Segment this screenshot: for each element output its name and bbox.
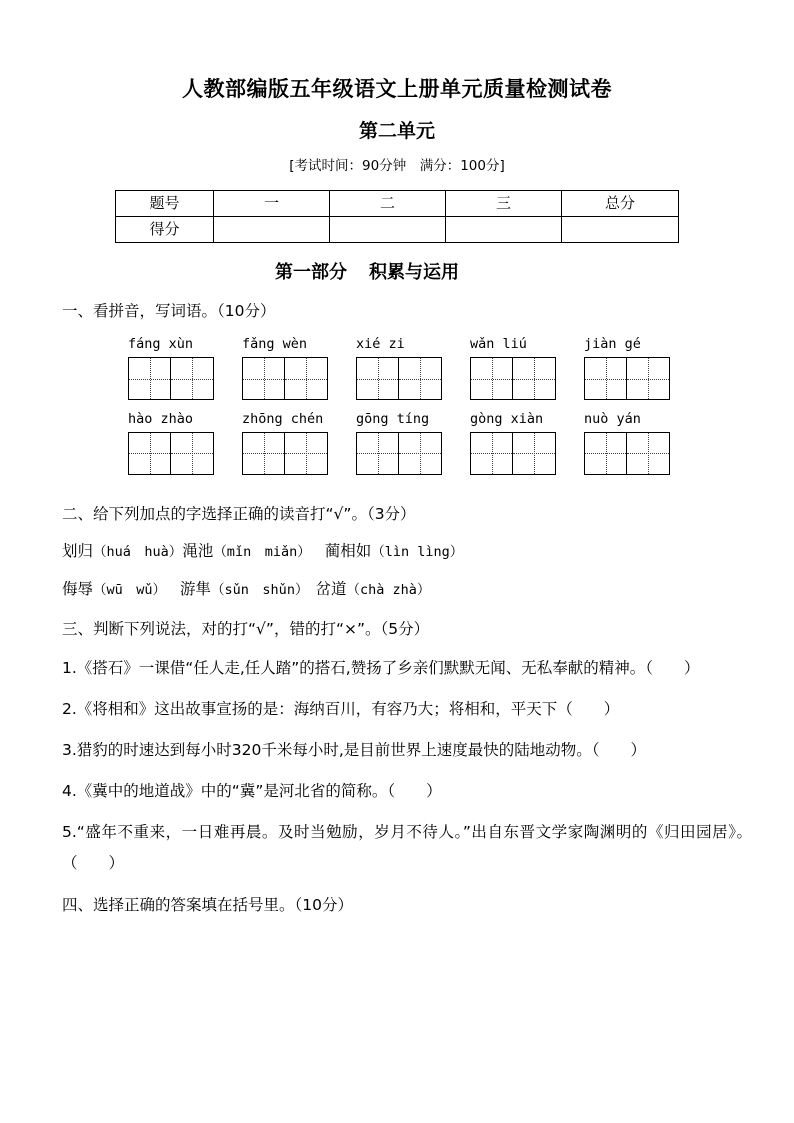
question-1-pinyin-grid (62, 323, 752, 475)
exam-body (0, 284, 794, 917)
question-3-item-2[interactable]: 2.《将相和》这出故事宣扬的是：海纳百川，有容乃大；将相和，平天下（ ） (62, 699, 620, 718)
tianzige-box[interactable] (356, 432, 442, 475)
score-table (115, 190, 679, 243)
pinyin-label: fáng xùn (128, 336, 194, 353)
pinyin-options-mianchi[interactable]: （mǐn miǎn） (213, 544, 311, 561)
pinyin-label: xié zi (356, 336, 405, 353)
pinyin-options-wuru[interactable]: （wū wǔ） (93, 582, 167, 599)
pinyin-options-chadao[interactable]: （chà zhà） (346, 582, 431, 599)
tianzige-cell[interactable] (584, 357, 627, 400)
page-subtitle: 第二单元 (358, 120, 435, 143)
tianzige-cell[interactable] (128, 357, 171, 400)
tianzige-box[interactable] (470, 432, 556, 475)
word-chadao: 岔道 (315, 580, 347, 599)
tianzige-box[interactable] (242, 432, 328, 475)
tianzige-cell[interactable] (584, 432, 627, 475)
question-2-line-1 (62, 526, 752, 564)
tianzige-cell[interactable] (513, 357, 556, 400)
pinyin-label: gōng tíng (356, 411, 430, 428)
pinyin-label: zhōng chén (242, 411, 324, 428)
tianzige-cell[interactable] (627, 357, 670, 400)
score-table-col-total: 总分 (562, 190, 679, 216)
pinyin-item (584, 412, 670, 475)
score-table-col-1: 一 (214, 190, 330, 216)
word-wuru: 侮辱 (62, 580, 94, 599)
score-input-2[interactable] (330, 216, 446, 242)
question-3-heading: 三、判断下列说法，对的打“√”，错的打“×”。（5分） (62, 620, 430, 639)
part-one-label: 第一部分 (275, 261, 347, 283)
tianzige-cell[interactable] (128, 432, 171, 475)
pinyin-row-2 (128, 412, 752, 475)
table-row-scores (116, 216, 679, 242)
pinyin-item (242, 337, 356, 400)
tianzige-cell[interactable] (470, 432, 513, 475)
tianzige-box[interactable] (242, 357, 328, 400)
pinyin-item (356, 337, 470, 400)
question-1-heading: 一、看拼音，写词语。（10分） (62, 301, 276, 320)
tianzige-cell[interactable] (399, 432, 442, 475)
score-table-label-score: 得分 (116, 216, 214, 242)
tianzige-box[interactable] (356, 357, 442, 400)
pinyin-item (584, 337, 670, 400)
pinyin-label: jiàn gé (584, 336, 641, 353)
tianzige-cell[interactable] (171, 432, 214, 475)
pinyin-label: nuò yán (584, 411, 641, 428)
tianzige-cell[interactable] (171, 357, 214, 400)
pinyin-item (242, 412, 356, 475)
pinyin-label: hào zhào (128, 411, 194, 428)
pinyin-item (470, 337, 584, 400)
question-3-item-1[interactable]: 1.《搭石》一课借“任人走,任人踏”的搭石,赞扬了乡亲们默默无闻、无私奉献的精神。（ ） (62, 658, 700, 677)
score-table-container (0, 176, 794, 243)
score-table-col-2: 二 (330, 190, 446, 216)
tianzige-cell[interactable] (356, 357, 399, 400)
word-mianchi: 渑池 (182, 542, 214, 561)
tianzige-cell[interactable] (356, 432, 399, 475)
tianzige-cell[interactable] (242, 357, 285, 400)
score-table-col-3: 三 (446, 190, 562, 216)
pinyin-row-1 (128, 337, 752, 400)
tianzige-cell[interactable] (470, 357, 513, 400)
word-linxiangru: 蔺相如 (324, 542, 372, 561)
pinyin-options-linxiangru[interactable]: （lìn lìng） (371, 544, 464, 561)
tianzige-box[interactable] (584, 357, 670, 400)
pinyin-label: fǎng wèn (242, 336, 308, 353)
tianzige-cell[interactable] (627, 432, 670, 475)
word-huagui: 划归 (62, 542, 94, 561)
pinyin-item (356, 412, 470, 475)
tianzige-box[interactable] (128, 357, 214, 400)
pinyin-label: gòng xiàn (470, 411, 544, 428)
word-yousun: 游隼 (180, 580, 212, 599)
score-input-3[interactable] (446, 216, 562, 242)
tianzige-box[interactable] (470, 357, 556, 400)
tianzige-cell[interactable] (242, 432, 285, 475)
question-2-line-2 (62, 564, 752, 602)
table-row-question-numbers (116, 190, 679, 216)
score-table-label-question: 题号 (116, 190, 214, 216)
tianzige-box[interactable] (584, 432, 670, 475)
pinyin-options-yousun[interactable]: （sǔn shǔn） (211, 582, 309, 599)
pinyin-options-huagui[interactable]: （huá huà） (93, 544, 183, 561)
pinyin-item (128, 337, 242, 400)
question-3-item-5[interactable]: 5.“盛年不重来，一日难再晨。及时当勉励，岁月不待人。”出自东晋文学家陶渊明的《归田园居》。（ ） (62, 823, 752, 872)
question-2-heading: 二、给下列加点的字选择正确的读音打“√”。（3分） (62, 504, 416, 523)
tianzige-cell[interactable] (285, 357, 328, 400)
pinyin-item (470, 412, 584, 475)
question-3-item-3[interactable]: 3.猎豹的时速达到每小时320千米每小时,是目前世界上速度最快的陆地动物。（ ） (62, 741, 647, 760)
tianzige-cell[interactable] (285, 432, 328, 475)
tianzige-cell[interactable] (399, 357, 442, 400)
page-title: 人教部编版五年级语文上册单元质量检测试卷 (182, 77, 612, 101)
part-one-heading (0, 243, 794, 284)
pinyin-item (128, 412, 242, 475)
question-4-heading: 四、选择正确的答案填在括号里。（10分） (62, 895, 353, 914)
pinyin-label: wǎn liú (470, 336, 527, 353)
question-3-item-4[interactable]: 4.《冀中的地道战》中的“冀”是河北省的简称。（ ） (62, 782, 442, 801)
tianzige-box[interactable] (128, 432, 214, 475)
exam-info: [考试时间：90分钟 满分：100分] (289, 157, 505, 174)
score-input-total[interactable] (562, 216, 679, 242)
part-one-name: 积累与运用 (369, 261, 459, 283)
tianzige-cell[interactable] (513, 432, 556, 475)
score-input-1[interactable] (214, 216, 330, 242)
